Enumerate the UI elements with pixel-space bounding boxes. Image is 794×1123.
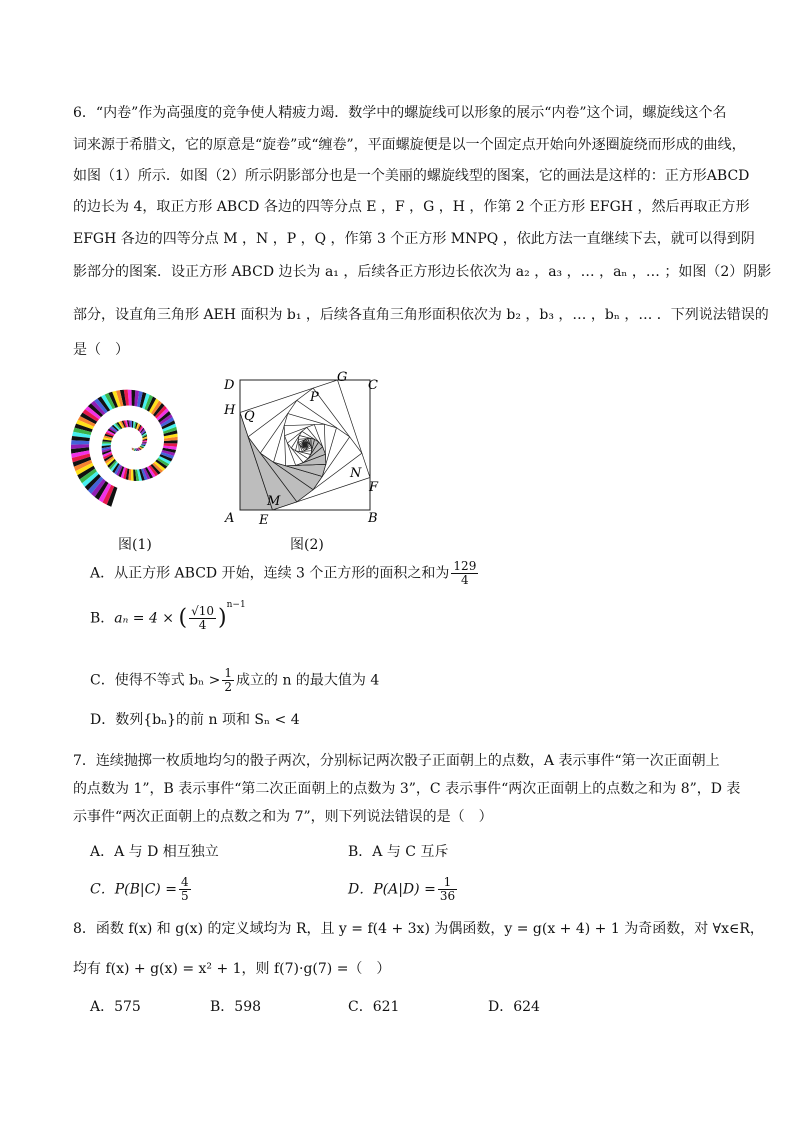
right-paren: ) (218, 605, 227, 631)
spiral-core (128, 439, 136, 447)
label-E: E (259, 513, 269, 528)
q7-option-c-num: 4 (180, 875, 189, 889)
q8-line-2: 均有 f(x) + g(x) = x² + 1，则 f(7)·g(7) =（ ） (73, 961, 391, 977)
q8-option-b: B．598 (210, 999, 262, 1015)
q6-option-b-fraction (189, 605, 216, 632)
figure-1-caption: 图(1) (118, 537, 152, 553)
q8-option-c: C．621 (348, 999, 400, 1015)
figure-1-spiral (70, 375, 190, 525)
q6-line-7: 部分，设直角三角形 AEH 面积为 b₁ ，后续各直角三角形面积依次为 b₂ ，b₃ ，… ，bₙ ，… ．下列说法错误的 (73, 307, 769, 323)
q7-option-c (90, 876, 193, 903)
label-A: A (225, 511, 235, 526)
label-D: D (224, 378, 235, 393)
q7-option-b: B．A 与 C 互斥 (348, 844, 449, 860)
q7-option-d-den: 36 (439, 889, 456, 903)
label-B: B (368, 511, 378, 526)
q8-line-1: 8．函数 f(x) 和 g(x) 的定义域均为 R，且 y = f(4 + 3x) 为偶函数，y = g(x + 4) + 1 为奇函数，对 ∀x∈R， (73, 921, 764, 937)
q8-option-d: D．624 (488, 999, 540, 1015)
q6-line-6: 影部分的图案．设正方形 ABCD 边长为 a₁ ，后续各正方形边长依次为 a₂ ，a₃ ，… ，aₙ ，… ；如图（2）阴影 (73, 264, 772, 280)
q6-option-a-fraction (451, 560, 478, 587)
q7-option-c-fraction (179, 876, 191, 903)
q7-option-d-num: 1 (438, 876, 457, 890)
q6-option-c-text: C．使得不等式 bₙ > (90, 672, 221, 689)
label-Q: Q (244, 409, 255, 424)
q6-line-8: 是（ ） (73, 342, 129, 358)
q6-option-a-text: A．从正方形 ABCD 开始，连续 3 个正方形的面积之和为 (90, 565, 450, 582)
q6-option-a-den: 4 (461, 573, 469, 587)
q6-option-b-exponent: n−1 (226, 599, 246, 610)
figure-2-caption: 图(2) (290, 537, 324, 553)
q7-option-a: A．A 与 D 相互独立 (90, 844, 219, 860)
q6-option-a-num: 129 (453, 559, 477, 573)
q7-option-c-den: 5 (180, 889, 189, 903)
label-F: F (369, 480, 379, 495)
q6-option-c-fraction (222, 667, 234, 694)
q6-option-c-den: 2 (224, 680, 233, 694)
q7-option-d-text: D．P(A|D) = (348, 881, 436, 898)
q6-option-b (90, 599, 246, 632)
nested-square (304, 444, 305, 445)
q7-line-3: 示事件“两次正面朝上的点数之和为 7”，则下列说法错误的是（ ） (73, 809, 493, 825)
q7-option-d (348, 876, 459, 903)
q6-option-a (90, 560, 480, 587)
q6-option-c-num: 1 (224, 666, 233, 680)
q6-option-c-suffix: 成立的 n 的最大值为 4 (236, 672, 380, 689)
q7-option-d-fraction (438, 876, 457, 903)
q6-line-2: 词来源于希腊文，它的原意是“旋卷”或“缠卷”，平面螺旋便是以一个固定点开始向外逐圈旋绕而形成的曲线， (73, 137, 746, 153)
q6-line-3: 如图（1）所示．如图（2）所示阴影部分也是一个美丽的螺旋线型的图案，它的画法是这样的：正方形ABCD (73, 168, 750, 184)
q7-option-c-text: C．P(B|C) = (90, 881, 177, 898)
figure-2-squares (222, 370, 392, 530)
q7-line-2: 的点数为 1”，B 表示事件“第二次正面朝上的点数为 3”，C 表示事件“两次正面朝上的点数之和为 8”，D 表 (73, 781, 741, 797)
label-H: H (224, 403, 236, 418)
q6-option-b-lhs: aₙ = 4 × (114, 610, 175, 627)
q6-line-4: 的边长为 4，取正方形 ABCD 各边的四等分点 E ，F ，G ，H ，作第 2 个正方形 EFGH ，然后再取正方形 (73, 199, 750, 215)
label-G: G (337, 370, 348, 385)
label-M: M (267, 494, 281, 509)
q6-option-b-label: B． (90, 610, 115, 627)
q8-option-a: A．575 (90, 999, 141, 1015)
left-paren: ( (178, 605, 188, 631)
q6-option-b-den: 4 (198, 618, 207, 632)
label-N: N (350, 466, 362, 481)
q6-line-1: 6．“内卷”作为高强度的竞争使人精疲力竭．数学中的螺旋线可以形象的展示“内卷”这个词，螺旋线这个名 (73, 105, 727, 121)
q6-option-c (90, 667, 379, 694)
label-P: P (310, 390, 319, 405)
q6-option-d: D．数列{bₙ}的前 n 项和 Sₙ < 4 (90, 712, 300, 728)
q6-option-b-num: √10 (191, 604, 215, 618)
q6-line-5: EFGH 各边的四等分点 M ，N ，P ，Q ，作第 3 个正方形 MNPQ ，依此方法一直继续下去，就可以得到阴 (73, 231, 755, 247)
label-C: C (368, 378, 378, 393)
q7-line-1: 7．连续抛掷一枚质地均匀的骰子两次，分别标记两次骰子正面朝上的点数，A 表示事件“第一次正面朝上 (73, 753, 720, 769)
